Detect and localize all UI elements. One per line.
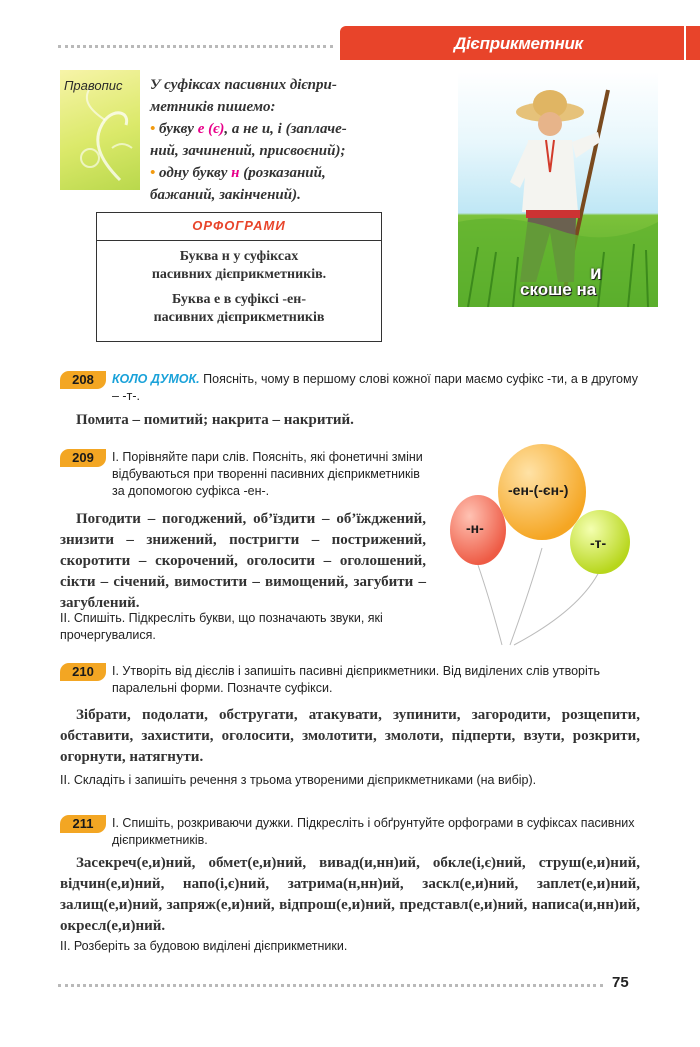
orthogram-item: Буква н у суфіксах пасивних дієприкметників. [151, 249, 327, 282]
exercise-content: Зібрати, подолати, обстругати, атакувати, зупинити, загородити, розщепити, обставити, захистити, оголосити, змолотити, змолоти, підперти, взути, розкрити, огорнути, натягнути. [60, 707, 640, 765]
balloon-label-orange: -ен-(-єн-) [508, 482, 569, 498]
rule-text [150, 74, 445, 206]
header-tab [340, 26, 684, 60]
page-number: 75 [612, 974, 629, 991]
mower-figure-icon [458, 72, 658, 307]
illustration-caption: скоше на [520, 280, 597, 299]
balloon-label-green: -т- [590, 535, 607, 551]
rule-bullet: • букву е (є), а не и, і (заплаче- [150, 121, 347, 137]
suffix-balloons [440, 440, 640, 650]
rule-bullet-cont: ний, зачинений, присвоєний); [150, 143, 346, 159]
exercise-number: 209 [60, 449, 106, 467]
rule-bullet: • одну букву н (розказаний, [150, 165, 326, 181]
header-edge [686, 26, 700, 60]
mower-illustration [458, 72, 658, 307]
balloons-icon [440, 440, 640, 650]
exercise-task: І. Порівняйте пари слів. Поясніть, які фонетичні зміни відбуваються при творенні пасивних дієприкметників за допомогою суфікса -ен-. [112, 450, 423, 498]
rule-bullet-cont: бажаний, закінчений). [150, 187, 301, 203]
orthograms-box [96, 212, 382, 342]
exercise-task: І. Утворіть від дієслів і запишіть пасивні дієприкметники. Від виділених слів утворіть паралельні форми. Позначте суфікси. [112, 664, 601, 695]
orthograms-title: ОРФОГРАМИ [97, 213, 381, 241]
rule-intro-line: У суфіксах пасивних дієпри- [150, 77, 337, 93]
rule-label: Правопис [64, 78, 123, 93]
header-title: Дієприкметник [454, 34, 583, 53]
illustration-caption-letter: и [590, 263, 602, 284]
balloon-label-red: -н- [466, 520, 484, 536]
exercise-task-2: ІІ. Спишіть. Підкресліть букви, що позначають звуки, які прочергувалися. [60, 611, 383, 642]
exercise-number: 208 [60, 371, 106, 389]
exercise-task: КОЛО ДУМОК. Поясніть, чому в першому слові кожної пари маємо суфікс -ти, а в другому – -т-. [112, 372, 638, 403]
header-dotted-rule [58, 45, 333, 48]
rule-intro-line: метників пишемо: [150, 99, 276, 115]
exercise-number: 210 [60, 663, 106, 681]
kolo-dumok-label: КОЛО ДУМОК. [112, 372, 200, 386]
exercise-task: І. Спишіть, розкриваючи дужки. Підкресліть і обґрунтуйте орфограми в суфіксах пасивних дієприкметників. [112, 816, 635, 847]
orthogram-item: Буква е в суфіксі -ен- пасивних дієприкметників [153, 292, 325, 325]
exercise-number: 211 [60, 815, 106, 833]
exercise-content: Засекреч(е,и)ний, обмет(е,и)ний, вивад(и,нн)ий, обкле(і,є)ний, струш(е,и)ний, відчин(е,и)ний, напо(і,є)ний, затрима(н,нн)ий, заскл(е,и)ний, заплет(е,и)ний, залищ(е,и)ний, запряж(е,и)ний, відпрош(е,и)ний, представл(е,и)ний, написа(и,нн)ий, окресл(е,и)ний. [60, 855, 640, 934]
exercise-content: Погодити – погоджений, об’їздити – об’їжджений, знизити – знижений, постригти – пострижений, скоротити – скорочений, оголосити – оголошений, сікти – січений, вимостити – вимощений, загубити – загублений. [60, 511, 426, 611]
rule-box [60, 70, 140, 190]
footer-dotted-rule [58, 984, 603, 987]
exercise-content: Помита – помитий; накрита – накритий. [76, 412, 354, 428]
exercise-task-2: ІІ. Складіть і запишіть речення з трьома утвореними дієприкметниками (на вибір). [60, 773, 537, 787]
exercise-task-2: ІІ. Розберіть за будовою виділені дієприкметники. [60, 939, 348, 953]
